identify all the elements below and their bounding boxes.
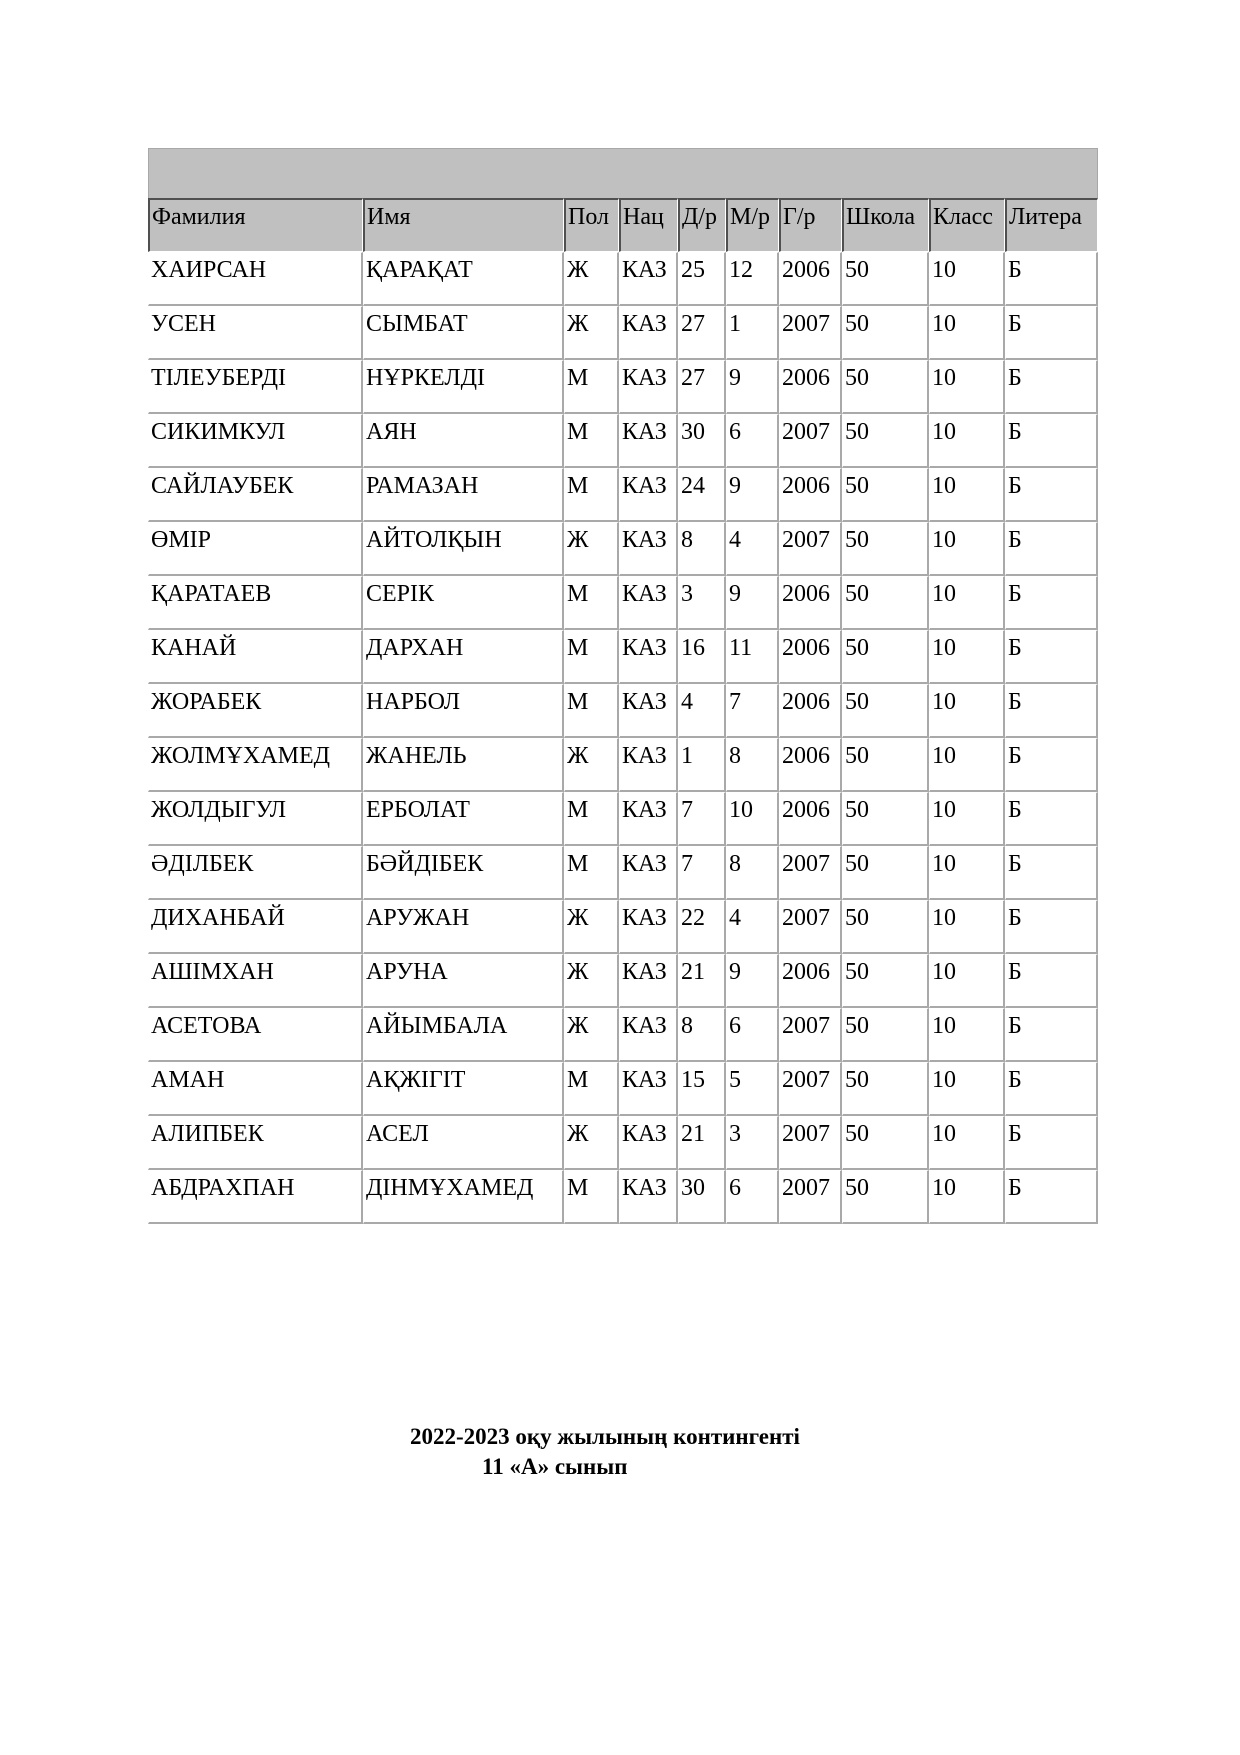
cell-class: 10 <box>929 1062 1005 1116</box>
cell-birth-month: 9 <box>726 576 779 630</box>
cell-letter: Б <box>1005 1008 1098 1062</box>
cell-school: 50 <box>842 630 929 684</box>
cell-birth-year: 2006 <box>779 684 842 738</box>
header-birth-month: М/р <box>726 198 779 252</box>
cell-school: 50 <box>842 414 929 468</box>
table-caption-band <box>148 148 1098 198</box>
cell-gender: Ж <box>564 954 619 1008</box>
cell-nationality: КАЗ <box>619 1116 678 1170</box>
cell-surname: ЖОРАБЕК <box>148 684 363 738</box>
cell-class: 10 <box>929 630 1005 684</box>
header-class: Класс <box>929 198 1005 252</box>
cell-letter: Б <box>1005 468 1098 522</box>
cell-class: 10 <box>929 846 1005 900</box>
cell-birth-month: 3 <box>726 1116 779 1170</box>
cell-class: 10 <box>929 306 1005 360</box>
header-birth-year: Г/р <box>779 198 842 252</box>
cell-birth-day: 15 <box>678 1062 726 1116</box>
cell-surname: АСЕТОВА <box>148 1008 363 1062</box>
cell-school: 50 <box>842 1008 929 1062</box>
table-row <box>148 1008 1098 1062</box>
cell-birth-day: 25 <box>678 252 726 306</box>
cell-class: 10 <box>929 468 1005 522</box>
cell-surname: ӘДІЛБЕК <box>148 846 363 900</box>
cell-birth-year: 2007 <box>779 414 842 468</box>
cell-name: ЖАНЕЛЬ <box>363 738 564 792</box>
cell-school: 50 <box>842 1170 929 1224</box>
cell-nationality: КАЗ <box>619 846 678 900</box>
cell-nationality: КАЗ <box>619 576 678 630</box>
cell-class: 10 <box>929 792 1005 846</box>
cell-surname: СИКИМКУЛ <box>148 414 363 468</box>
contingent-table <box>148 198 1098 1224</box>
cell-birth-day: 22 <box>678 900 726 954</box>
header-school: Школа <box>842 198 929 252</box>
cell-gender: Ж <box>564 900 619 954</box>
cell-name: СЫМБАТ <box>363 306 564 360</box>
cell-birth-month: 9 <box>726 468 779 522</box>
cell-surname: АШІМХАН <box>148 954 363 1008</box>
cell-class: 10 <box>929 414 1005 468</box>
cell-school: 50 <box>842 684 929 738</box>
cell-surname: ТІЛЕУБЕРДІ <box>148 360 363 414</box>
cell-birth-day: 7 <box>678 792 726 846</box>
cell-nationality: КАЗ <box>619 522 678 576</box>
cell-nationality: КАЗ <box>619 630 678 684</box>
cell-letter: Б <box>1005 792 1098 846</box>
cell-name: АҚЖІГІТ <box>363 1062 564 1116</box>
cell-birth-month: 4 <box>726 522 779 576</box>
cell-surname: КАНАЙ <box>148 630 363 684</box>
cell-name: АРУНА <box>363 954 564 1008</box>
class-subtitle: 11 «А» сынып <box>482 1454 628 1479</box>
cell-nationality: КАЗ <box>619 954 678 1008</box>
cell-name: НҰРКЕЛДІ <box>363 360 564 414</box>
cell-birth-year: 2006 <box>779 738 842 792</box>
cell-gender: Ж <box>564 522 619 576</box>
cell-surname: ДИХАНБАЙ <box>148 900 363 954</box>
cell-birth-year: 2006 <box>779 630 842 684</box>
cell-name: РАМАЗАН <box>363 468 564 522</box>
cell-gender: М <box>564 684 619 738</box>
cell-class: 10 <box>929 738 1005 792</box>
cell-letter: Б <box>1005 576 1098 630</box>
table-row <box>148 846 1098 900</box>
cell-birth-year: 2007 <box>779 846 842 900</box>
cell-birth-day: 21 <box>678 954 726 1008</box>
cell-birth-year: 2006 <box>779 360 842 414</box>
table-row <box>148 252 1098 306</box>
cell-name: СЕРІК <box>363 576 564 630</box>
cell-class: 10 <box>929 1116 1005 1170</box>
header-name: Имя <box>363 198 564 252</box>
cell-school: 50 <box>842 576 929 630</box>
cell-nationality: КАЗ <box>619 468 678 522</box>
cell-school: 50 <box>842 306 929 360</box>
cell-birth-month: 9 <box>726 954 779 1008</box>
document-title: 2022-2023 оқу жылының контингенті <box>410 1424 800 1449</box>
cell-letter: Б <box>1005 900 1098 954</box>
cell-birth-day: 8 <box>678 1008 726 1062</box>
cell-birth-year: 2007 <box>779 522 842 576</box>
cell-birth-day: 21 <box>678 1116 726 1170</box>
cell-nationality: КАЗ <box>619 738 678 792</box>
cell-school: 50 <box>842 900 929 954</box>
cell-birth-day: 8 <box>678 522 726 576</box>
cell-name: ЕРБОЛАТ <box>363 792 564 846</box>
cell-birth-year: 2007 <box>779 1170 842 1224</box>
cell-letter: Б <box>1005 738 1098 792</box>
cell-birth-day: 27 <box>678 306 726 360</box>
cell-birth-month: 11 <box>726 630 779 684</box>
cell-letter: Б <box>1005 1170 1098 1224</box>
table-row <box>148 900 1098 954</box>
cell-surname: ҚАРАТАЕВ <box>148 576 363 630</box>
cell-gender: Ж <box>564 738 619 792</box>
cell-birth-month: 6 <box>726 1170 779 1224</box>
table-row <box>148 684 1098 738</box>
cell-birth-year: 2006 <box>779 468 842 522</box>
cell-birth-day: 16 <box>678 630 726 684</box>
table-body <box>148 252 1098 1224</box>
cell-birth-month: 12 <box>726 252 779 306</box>
cell-nationality: КАЗ <box>619 252 678 306</box>
cell-school: 50 <box>842 846 929 900</box>
cell-class: 10 <box>929 1170 1005 1224</box>
cell-class: 10 <box>929 900 1005 954</box>
cell-birth-day: 4 <box>678 684 726 738</box>
table-row <box>148 1062 1098 1116</box>
cell-nationality: КАЗ <box>619 306 678 360</box>
contingent-table-wrapper <box>148 148 1098 1224</box>
cell-name: ДІНМҰХАМЕД <box>363 1170 564 1224</box>
cell-gender: Ж <box>564 306 619 360</box>
table-row <box>148 414 1098 468</box>
cell-gender: М <box>564 1170 619 1224</box>
cell-name: АЯН <box>363 414 564 468</box>
cell-birth-year: 2007 <box>779 306 842 360</box>
cell-gender: М <box>564 468 619 522</box>
cell-surname: ХАИРСАН <box>148 252 363 306</box>
cell-class: 10 <box>929 252 1005 306</box>
cell-letter: Б <box>1005 630 1098 684</box>
cell-gender: М <box>564 792 619 846</box>
header-birth-day: Д/р <box>678 198 726 252</box>
cell-letter: Б <box>1005 1062 1098 1116</box>
cell-birth-day: 30 <box>678 1170 726 1224</box>
cell-birth-month: 8 <box>726 738 779 792</box>
cell-letter: Б <box>1005 846 1098 900</box>
cell-birth-day: 3 <box>678 576 726 630</box>
cell-school: 50 <box>842 1062 929 1116</box>
cell-birth-year: 2007 <box>779 1116 842 1170</box>
table-header-row <box>148 198 1098 252</box>
cell-name: АРУЖАН <box>363 900 564 954</box>
cell-birth-year: 2007 <box>779 1008 842 1062</box>
cell-surname: УСЕН <box>148 306 363 360</box>
cell-surname: ЖОЛМҰХАМЕД <box>148 738 363 792</box>
cell-letter: Б <box>1005 414 1098 468</box>
cell-school: 50 <box>842 1116 929 1170</box>
cell-gender: Ж <box>564 1116 619 1170</box>
table-row <box>148 630 1098 684</box>
cell-letter: Б <box>1005 1116 1098 1170</box>
cell-letter: Б <box>1005 684 1098 738</box>
cell-gender: М <box>564 846 619 900</box>
cell-name: АЙТОЛҚЫН <box>363 522 564 576</box>
cell-class: 10 <box>929 360 1005 414</box>
cell-gender: Ж <box>564 1008 619 1062</box>
cell-gender: М <box>564 414 619 468</box>
cell-birth-day: 24 <box>678 468 726 522</box>
cell-birth-year: 2006 <box>779 576 842 630</box>
cell-gender: М <box>564 360 619 414</box>
cell-birth-year: 2006 <box>779 954 842 1008</box>
table-row <box>148 360 1098 414</box>
table-row <box>148 306 1098 360</box>
table-row <box>148 522 1098 576</box>
cell-nationality: КАЗ <box>619 792 678 846</box>
cell-school: 50 <box>842 738 929 792</box>
cell-birth-year: 2007 <box>779 900 842 954</box>
cell-class: 10 <box>929 1008 1005 1062</box>
cell-birth-month: 4 <box>726 900 779 954</box>
cell-birth-month: 10 <box>726 792 779 846</box>
cell-nationality: КАЗ <box>619 900 678 954</box>
cell-nationality: КАЗ <box>619 1062 678 1116</box>
cell-class: 10 <box>929 684 1005 738</box>
cell-birth-month: 6 <box>726 1008 779 1062</box>
cell-nationality: КАЗ <box>619 684 678 738</box>
cell-letter: Б <box>1005 252 1098 306</box>
cell-name: БӘЙДІБЕК <box>363 846 564 900</box>
cell-birth-month: 7 <box>726 684 779 738</box>
cell-name: ДАРХАН <box>363 630 564 684</box>
cell-birth-month: 5 <box>726 1062 779 1116</box>
cell-letter: Б <box>1005 360 1098 414</box>
cell-school: 50 <box>842 522 929 576</box>
cell-letter: Б <box>1005 954 1098 1008</box>
table-row <box>148 1170 1098 1224</box>
cell-birth-month: 9 <box>726 360 779 414</box>
header-letter: Литера <box>1005 198 1098 252</box>
cell-letter: Б <box>1005 306 1098 360</box>
cell-nationality: КАЗ <box>619 360 678 414</box>
header-nationality: Нац <box>619 198 678 252</box>
cell-class: 10 <box>929 954 1005 1008</box>
cell-birth-month: 6 <box>726 414 779 468</box>
cell-nationality: КАЗ <box>619 1008 678 1062</box>
cell-birth-year: 2007 <box>779 1062 842 1116</box>
table-row <box>148 1116 1098 1170</box>
cell-name: АЙЫМБАЛА <box>363 1008 564 1062</box>
cell-school: 50 <box>842 792 929 846</box>
cell-surname: САЙЛАУБЕК <box>148 468 363 522</box>
cell-nationality: КАЗ <box>619 414 678 468</box>
cell-surname: ЖОЛДЫГУЛ <box>148 792 363 846</box>
table-row <box>148 738 1098 792</box>
cell-gender: Ж <box>564 252 619 306</box>
cell-birth-day: 7 <box>678 846 726 900</box>
table-row <box>148 576 1098 630</box>
cell-class: 10 <box>929 576 1005 630</box>
cell-birth-day: 30 <box>678 414 726 468</box>
cell-name: АСЕЛ <box>363 1116 564 1170</box>
cell-school: 50 <box>842 954 929 1008</box>
cell-school: 50 <box>842 360 929 414</box>
header-gender: Пол <box>564 198 619 252</box>
cell-surname: ӨМІР <box>148 522 363 576</box>
cell-gender: М <box>564 630 619 684</box>
header-surname: Фамилия <box>148 198 363 252</box>
cell-surname: АБДРАХПАН <box>148 1170 363 1224</box>
table-row <box>148 954 1098 1008</box>
cell-name: НАРБОЛ <box>363 684 564 738</box>
cell-class: 10 <box>929 522 1005 576</box>
cell-birth-year: 2006 <box>779 792 842 846</box>
cell-nationality: КАЗ <box>619 1170 678 1224</box>
cell-name: ҚАРАҚАТ <box>363 252 564 306</box>
cell-birth-month: 8 <box>726 846 779 900</box>
cell-birth-day: 1 <box>678 738 726 792</box>
cell-birth-day: 27 <box>678 360 726 414</box>
cell-birth-month: 1 <box>726 306 779 360</box>
table-row <box>148 468 1098 522</box>
cell-school: 50 <box>842 252 929 306</box>
table-row <box>148 792 1098 846</box>
cell-gender: М <box>564 1062 619 1116</box>
cell-surname: АЛИПБЕК <box>148 1116 363 1170</box>
cell-surname: АМАН <box>148 1062 363 1116</box>
cell-birth-year: 2006 <box>779 252 842 306</box>
cell-school: 50 <box>842 468 929 522</box>
cell-gender: М <box>564 576 619 630</box>
cell-letter: Б <box>1005 522 1098 576</box>
